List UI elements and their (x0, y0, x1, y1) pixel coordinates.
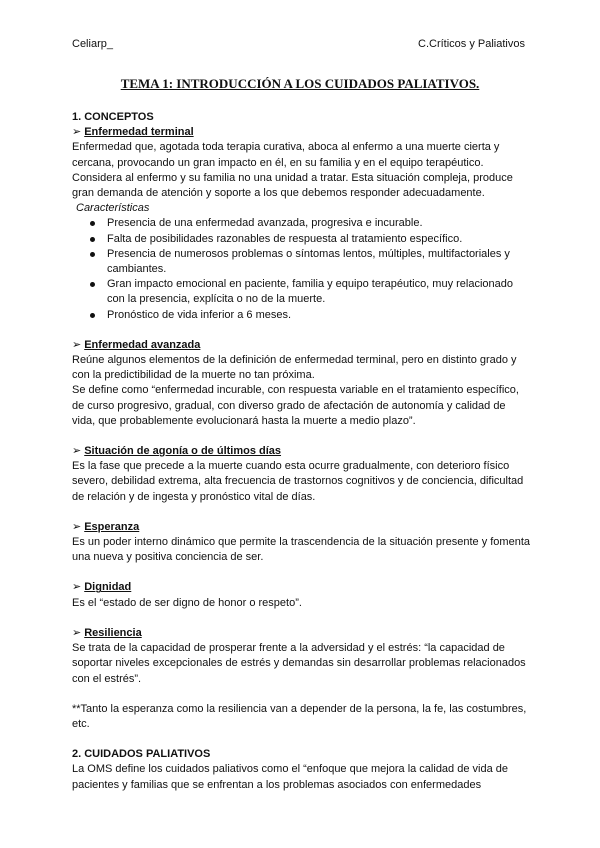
subheading-label: Situación de agonía o de últimos días (84, 445, 282, 458)
characteristics-label: Características (76, 202, 150, 215)
bullet-dot-icon (90, 237, 95, 242)
bullet-dot-icon (90, 282, 95, 287)
subheading-label: Dignidad (84, 581, 132, 594)
page-title: TEMA 1: INTRODUCCIÓN A LOS CUIDADOS PALIATIVOS. (120, 76, 480, 91)
list-item-text: Pronóstico de vida inferior a 6 meses. (107, 308, 292, 321)
section-heading-cuidados-paliativos: 2. CUIDADOS PALIATIVOS (72, 748, 211, 761)
subheading-dignidad (72, 580, 530, 595)
subheading-label: Enfermedad avanzada (84, 338, 201, 351)
subheading-label: Esperanza (84, 520, 140, 533)
list-item (107, 277, 530, 307)
subheading-agonia (72, 444, 530, 459)
subheading-resiliencia (72, 626, 530, 641)
arrow-bullet-icon: ➢ (72, 520, 82, 533)
arrow-bullet-icon: ➢ (72, 126, 82, 139)
section-heading-conceptos: 1. CONCEPTOS (72, 111, 154, 123)
subheading-enfermedad-avanzada (72, 338, 530, 353)
list-item (107, 232, 530, 247)
list-item (107, 216, 530, 231)
arrow-bullet-icon: ➢ (72, 581, 82, 594)
paragraph-resiliencia: Se trata de la capacidad de prosperar frente a la adversidad y el estrés: “la capacidad de soportar niveles excepcionales de estrés y demandas sin desarrollar problemas relacionados con el estrés”. (72, 642, 526, 685)
subheading-esperanza (72, 520, 530, 535)
header-author: Celiarp_ (72, 38, 113, 50)
list-item-text: Presencia de una enfermedad avanzada, progresiva e incurable. (107, 217, 423, 230)
paragraph-agonia: Es la fase que precede a la muerte cuando esta ocurre gradualmente, con deterioro físico severo, debilidad extrema, alta frecuencia de trastornos cognitivos y de conciencia, dificultad de relación y de ingesta y pronóstico vital de días. (72, 460, 524, 503)
paragraph-enfermedad-terminal: Enfermedad que, agotada toda terapia curativa, aboca al enfermo a una muerte cierta y cercana, provocando un gran impacto en él, en su familia y en el equipo terapéutico. Considera al enfermo y su familia no una unidad a tratar. Esta situación compleja, produce gran demanda de atención y soporte a los que debemos responder adecuadamente. (72, 141, 513, 200)
bullet-dot-icon (90, 221, 95, 226)
paragraph-enfermedad-avanzada-2: Se define como “enfermedad incurable, con respuesta variable en el tratamiento específico, de curso progresivo, gradual, con diverso grado de afectación de autonomía y calidad de vida, que probablemente evolucionará hasta la muerte a medio plazo”. (72, 384, 519, 427)
bullet-dot-icon (90, 252, 95, 257)
characteristics-list (72, 216, 530, 322)
list-item-text: Presencia de numerosos problemas o síntomas lentos, múltiples, multifactoriales y cambiantes. (107, 247, 510, 276)
paragraph-dignidad: Es el “estado de ser digno de honor o respeto”. (72, 596, 302, 609)
subheading-enfermedad-terminal (72, 125, 530, 140)
arrow-bullet-icon: ➢ (72, 338, 82, 351)
list-item-text: Gran impacto emocional en paciente, familia y equipo terapéutico, muy relacionado con la presencia, explícita o no de la muerte. (107, 278, 514, 306)
paragraph-esperanza: Es un poder interno dinámico que permite la trascendencia de la situación presente y fomenta una nueva y positiva conciencia de ser. (72, 536, 530, 564)
list-item (107, 308, 530, 323)
arrow-bullet-icon: ➢ (72, 445, 82, 458)
subheading-label: Enfermedad terminal (84, 126, 194, 139)
subheading-label: Resiliencia (84, 626, 142, 639)
document-body (72, 110, 530, 793)
arrow-bullet-icon: ➢ (72, 626, 82, 639)
list-item-text: Falta de posibilidades razonables de respuesta al tratamiento específico. (107, 232, 463, 245)
paragraph-cuidados-paliativos: La OMS define los cuidados paliativos como el “enfoque que mejora la calidad de vida de pacientes y familias que se enfrentan a los problemas asociados con enfermedades (72, 763, 508, 791)
list-item (107, 247, 530, 277)
paragraph-enfermedad-avanzada-1: Reúne algunos elementos de la definición de enfermedad terminal, pero en distinto grado y con la predictibilidad de la muerte no tan próxima. (72, 354, 517, 382)
header-subject: C.Críticos y Paliativos (418, 38, 525, 50)
note-paragraph: **Tanto la esperanza como la resiliencia van a depender de la persona, la fe, las costumbres, etc. (72, 702, 527, 730)
bullet-dot-icon (90, 313, 95, 318)
